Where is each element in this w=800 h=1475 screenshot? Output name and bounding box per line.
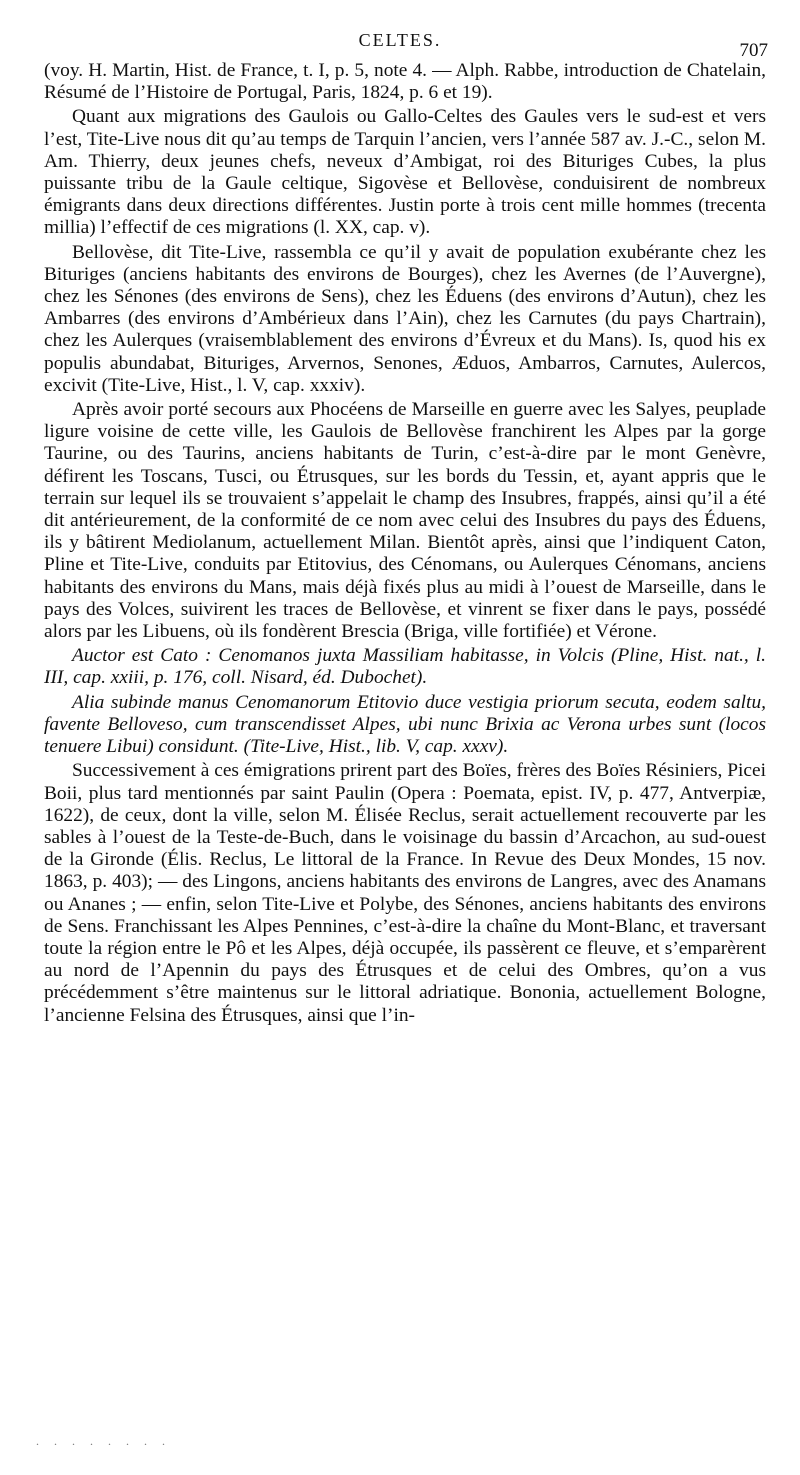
paragraph-4: Après avoir porté secours aux Phocéens de Marseille en guerre avec les Salyes, peuplade ligure voisine de cette ville, les Gaulois de Bellovèse franchirent les Alpes par la gorge Taurine, ou des Taurins, anciens habitants de Turin, c’est-à-dire par le mont Genèvre, défirent les Toscans, Tusci, ou Étrusques, sur les bords du Tessin, et, ayant appris que le terrain sur lequel ils se trouvaient s’appelait le champ des Insubres, frappés, ainsi qu’il a été dit antérieurement, de la conformité de ce nom avec celui des Insubres du pays des Éduens, ils y bâtirent Mediolanum, actuellement Milan. Bientôt après, ainsi que l’indiquent Caton, Pline et Tite-Live, conduits par Etitovius, des Cénomans, ou Aulerques Cénomans, anciens habitants des environs du Mans, mais déjà fixés plus au midi à l’ouest de Marseille, dans le pays des Volces, suivirent les traces de Bellovèse, et vinrent se fixer dans le pays, possédé alors par les Libuens, où ils fondèrent Brescia (Briga, ville fortifiée) et Vérone. <box>44 399 766 643</box>
paragraph-5-quote: Auctor est Cato : Cenomanos juxta Massiliam habitasse, in Volcis (Pline, Hist. nat., l. III, cap. xxiii, p. 176, coll. Nisard, éd. Dubochet). <box>44 645 766 689</box>
paragraph-6-quote: Alia subinde manus Cenomanorum Etitovio duce vestigia priorum secuta, eodem saltu, favente Belloveso, cum transcendisset Alpes, ubi nunc Brixia ac Verona urbes sunt (locos tenuere Libui) considunt. (Tite-Live, Hist., lib. V, cap. xxxv). <box>44 691 766 758</box>
body-text <box>44 60 766 1027</box>
page-number: 707 <box>739 40 768 61</box>
paragraph-2: Quant aux migrations des Gaulois ou Gallo-Celtes des Gaules vers le sud-est et vers l’est, Tite-Live nous dit qu’au temps de Tarquin l’ancien, vers l’année 587 av. J.-C., selon M. Am. Thierry, deux jeunes chefs, neveux d’Ambigat, roi des Bituriges Cubes, la plus puissante tribu de la Gaule celtique, Sigovèse et Bellovèse, conduisirent de nombreux émigrants dans deux directions différentes. Justin porte à trois cent mille hommes (trecenta millia) l’effectif de ces migrations (l. XX, cap. v). <box>44 106 766 239</box>
paragraph-3: Bellovèse, dit Tite-Live, rassembla ce qu’il y avait de population exubérante chez les Bituriges (anciens habitants des environs de Bourges), chez les Avernes (de l’Auvergne), chez les Sénones (des environs de Sens), chez les Éduens (des environs d’Autun), chez les Ambarres (des environs d’Ambérieux dans l’Ain), chez les Carnutes (du pays Chartrain), chez les Aulerques (vraisemblablement des environs d’Évreux et du Mans). Is, quod his ex populis abundabat, Bituriges, Arvernos, Senones, Æduos, Ambarros, Carnutes, Aulercos, excivit (Tite-Live, Hist., l. V, cap. xxxiv). <box>44 241 766 396</box>
paragraph-1: (voy. H. Martin, Hist. de France, t. I, p. 5, note 4. — Alph. Rabbe, introduction de Chatelain, Résumé de l’Histoire de Portugal, Paris, 1824, p. 6 et 19). <box>44 60 766 104</box>
paragraph-7: Successivement à ces émigrations prirent part des Boïes, frères des Boïes Résiniers, Picei Boii, plus tard mentionnés par saint Paulin (Opera : Poemata, epist. IV, p. 477, Antverpiæ, 1622), de ceux, dont la ville, selon M. Élisée Reclus, serait actuellement recouverte par les sables à l’ouest de la Teste-de-Buch, dans le voisinage du bassin d’Arcachon, au sud-ouest de la Gironde (Élis. Reclus, Le littoral de la France. In Revue des Deux Mondes, 15 nov. 1863, p. 403); — des Lingons, anciens habitants des environs de Langres, avec des Anamans ou Ananes ; — enfin, selon Tite-Live et Polybe, des Sénones, anciens habitants des environs de Sens. Franchissant les Alpes Pennines, c’est-à-dire la chaîne du Mont-Blanc, et traversant toute la région entre le Pô et les Alpes, déjà occupée, ils passèrent ce fleuve, et s’emparèrent au nord de l’Apennin du pays des Étrusques et de celui des Ombres, qu’on a vus précédemment s’être maintenus sur le littoral adriatique. Bononia, actuellement Bologne, l’ancienne Felsina des Étrusques, ainsi que l’in- <box>44 760 766 1026</box>
running-head: CELTES. <box>358 30 442 50</box>
bottom-marks: . . . . . . . . <box>36 1434 171 1448</box>
